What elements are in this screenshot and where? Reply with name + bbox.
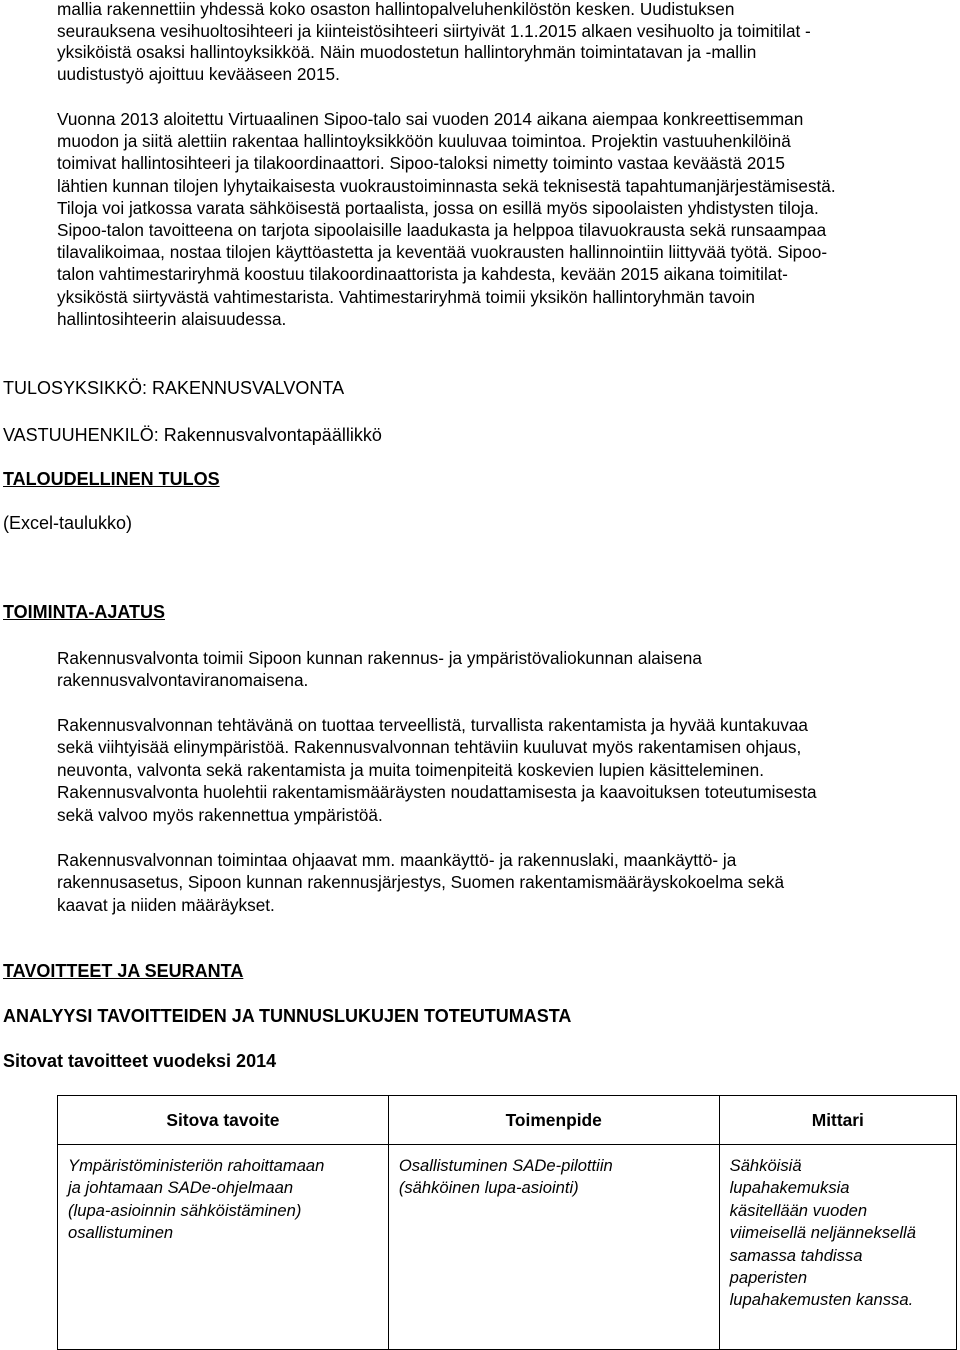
cell-line: Osallistuminen SADe-pilottiin <box>398 1156 613 1175</box>
mission-paragraph-3 <box>57 849 947 916</box>
text-line: Vuonna 2013 aloitettu Virtuaalinen Sipoo-talo sai vuoden 2014 aikana aiempaa konkreettisemman <box>57 109 804 129</box>
table-header-row <box>58 1096 957 1145</box>
text-line: Rakennusvalvonta huolehtii rakentamismääräysten noudattamisesta ja kaavoituksen toteutumisesta <box>57 782 817 803</box>
text-line: seurauksena vesihuoltosihteeri ja kiinteistösihteeri siirtyivät 1.1.2015 alkaen vesihuolto ja toimitilat - <box>57 20 811 41</box>
mission-heading: TOIMINTA-AJATUS <box>3 602 165 622</box>
cell-line: osallistuminen <box>68 1223 174 1243</box>
excel-note: (Excel-taulukko) <box>3 513 133 533</box>
column-header: Sitova tavoite <box>58 1096 389 1145</box>
binding-goals-table <box>57 1095 957 1350</box>
text-line: Rakennusvalvonnan tehtävänä on tuottaa terveellistä, turvallista rakentamista ja hyvää kuntakuvaa <box>57 715 808 735</box>
table-cell <box>58 1145 389 1350</box>
column-header: Toimenpide <box>388 1096 719 1145</box>
text-line: neuvonta, valvonta sekä rakentamista ja muita toimenpiteitä koskevien lupien käsitteleminen. <box>57 759 764 780</box>
text-line: mallia rakennettiin yhdessä koko osaston hallintopalveluhenkilöstön kesken. Uudistuksen <box>57 0 735 19</box>
cell-line: lupahakemusten kanssa. <box>729 1290 914 1310</box>
financial-result-heading: TALOUDELLINEN TULOS <box>3 469 220 489</box>
table-cell <box>388 1145 719 1350</box>
text-line: hallintosihteerin alaisuudessa. <box>57 308 287 329</box>
text-line: talon vahtimestariryhmä koostuu tilakoordinaattorista ja kahdesta, kevään 2015 aikana toimitilat- <box>57 264 788 285</box>
text-line: yksiköistä osaksi hallintoyksikköä. Näin muodostetun hallintoryhmän toimintatavan ja -mallin <box>57 42 757 63</box>
cell-line: käsitellään vuoden <box>729 1200 868 1220</box>
text-line: Rakennusvalvonta toimii Sipoon kunnan rakennus- ja ympäristövaliokunnan alaisena <box>57 648 702 668</box>
cell-line: (sähköinen lupa-asiointi) <box>398 1178 579 1198</box>
text-line: Tiloja voi jatkossa varata sähköisestä portaalista, jossa on esillä myös sipoolaisten yhdistysten tiloja. <box>57 197 819 218</box>
text-line: uudistustyö ajoittuu kevääseen 2015. <box>57 63 340 84</box>
mission-paragraph-1 <box>57 647 947 692</box>
table-row <box>58 1145 957 1350</box>
virtual-sipoo-paragraph <box>57 108 947 330</box>
text-line: muodon ja siitä alettiin rakentaa hallintoyksikköön kuuluvaa toimintoa. Projektin vastuuhenkilöinä <box>57 131 791 152</box>
text-line: kaavat ja niiden määräykset. <box>57 894 275 915</box>
text-line: lähtien kunnan tilojen lyhytaikaisesta vuokraustoiminnasta sekä teknisestä tapahtumanjärjestämisestä. <box>57 175 836 196</box>
cell-line: paperisten <box>729 1268 808 1288</box>
responsible-person: VASTUUHENKILÖ: Rakennusvalvontapäällikkö <box>3 425 382 445</box>
text-line: rakennusasetus, Sipoon kunnan rakennusjärjestys, Suomen rakentamismääräyskokoelma sekä <box>57 872 785 893</box>
table-cell <box>719 1145 956 1350</box>
analysis-heading: ANALYYSI TAVOITTEIDEN JA TUNNUSLUKUJEN TOTEUTUMASTA <box>3 1006 572 1026</box>
text-line: sekä valvoo myös rakennettua ympäristöä. <box>57 804 383 825</box>
text-line: Rakennusvalvonnan toimintaa ohjaavat mm. maankäyttö- ja rakennuslaki, maankäyttö- ja <box>57 850 737 870</box>
text-line: Sipoo-talon tavoitteena on tarjota sipoolaisille laadukasta ja helppoa tilavuokrausta sekä runsaampaa <box>57 220 827 241</box>
text-line: sekä viihtyisää elinympäristöä. Rakennusvalvonnan tehtäviin kuuluvat myös rakentamisen ohjaus, <box>57 737 802 758</box>
binding-goals-heading: Sitovat tavoitteet vuodeksi 2014 <box>3 1051 277 1071</box>
mission-paragraph-2 <box>57 714 947 826</box>
cell-line: ja johtamaan SADe-ohjelmaan <box>68 1178 294 1198</box>
text-line: toimivat hallintosihteeri ja tilakoordinaattori. Sipoo-taloksi nimetty toiminto vastaa keväästä 2015 <box>57 153 785 174</box>
unit-heading: TULOSYKSIKKÖ: RAKENNUSVALVONTA <box>3 378 345 398</box>
cell-line: Ympäristöministeriön rahoittamaan <box>68 1156 325 1175</box>
cell-line: viimeisellä neljänneksellä <box>729 1223 916 1243</box>
text-line: tilavalikoimaa, nostaa tilojen käyttöastetta ja keventää vuokrausten hallinnointiin liittyvää työtä. Sipoo- <box>57 242 828 263</box>
cell-line: samassa tahdissa <box>729 1245 863 1265</box>
cell-line: (lupa-asioinnin sähköistäminen) <box>68 1200 302 1220</box>
cell-line: Sähköisiä <box>729 1156 802 1175</box>
column-header: Mittari <box>719 1096 956 1145</box>
intro-paragraph <box>57 0 947 85</box>
text-line: yksiköstä siirtyvästä vahtimestarista. Vahtimestariryhmä toimii yksikön hallintoryhmän tavoin <box>57 286 755 307</box>
goals-heading: TAVOITTEET JA SEURANTA <box>3 961 244 981</box>
text-line: rakennusvalvontaviranomaisena. <box>57 670 309 691</box>
cell-line: lupahakemuksia <box>729 1178 850 1198</box>
